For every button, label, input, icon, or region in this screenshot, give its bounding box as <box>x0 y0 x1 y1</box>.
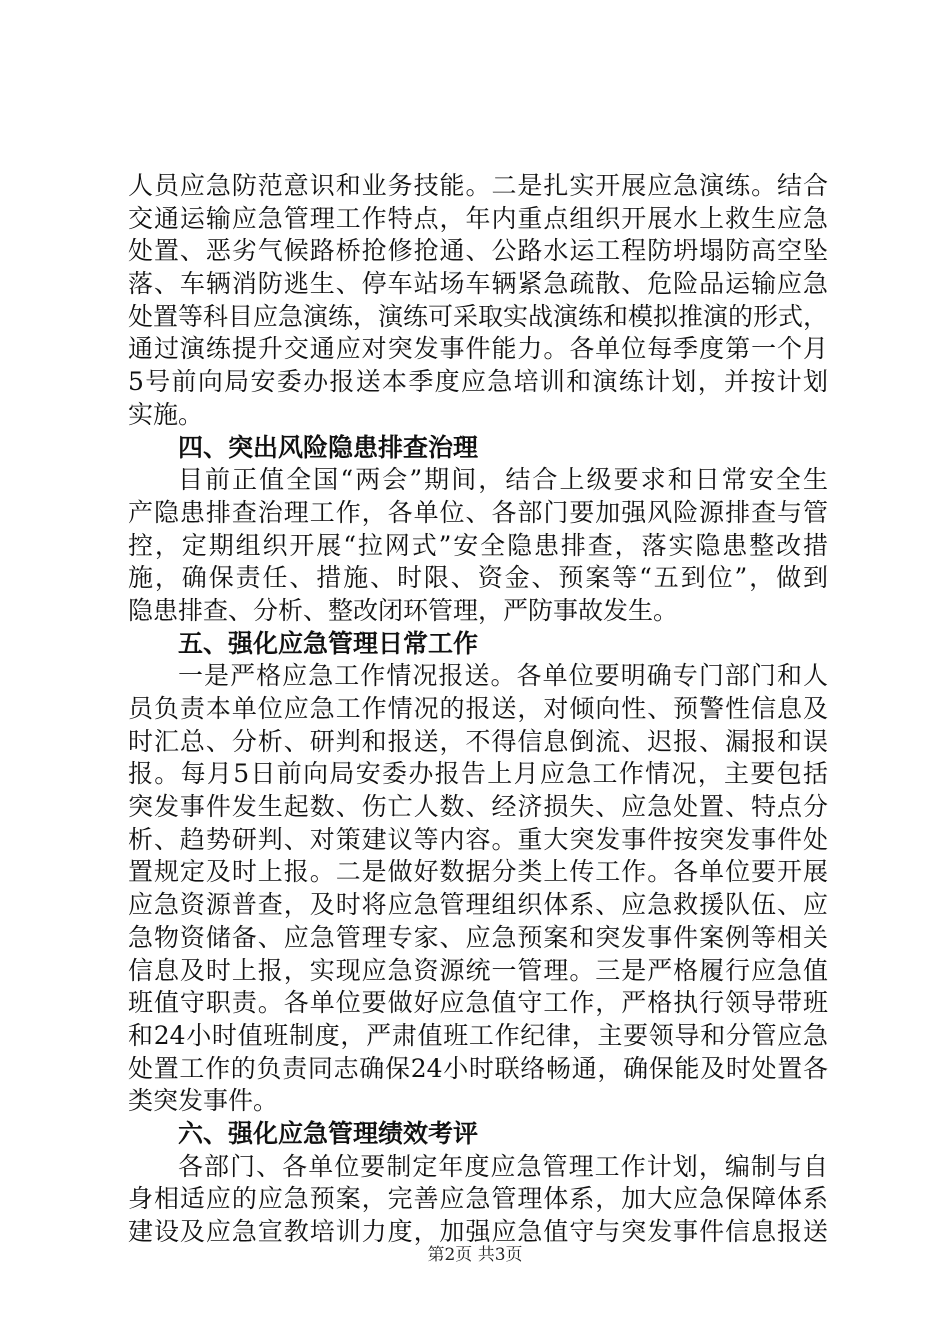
paragraph-line: 和24小时值班制度，严肃值班工作纪律，主要领导和分管应急 <box>128 1020 828 1050</box>
paragraph-line: 5号前向局安委办报送本季度应急培训和演练计划，并按计划 <box>128 367 828 397</box>
paragraph-line: 突发事件发生起数、伤亡人数、经济损失、应急处置、特点分 <box>128 792 828 822</box>
paragraph-line: 人员应急防范意识和业务技能。二是扎实开展应急演练。结合 <box>128 171 828 200</box>
paragraph-line: 施，确保责任、措施、时限、资金、预案等“五到位”，做到 <box>128 563 828 593</box>
paragraph-line: 应急资源普查，及时将应急管理组织体系、应急救援队伍、应 <box>128 890 828 920</box>
paragraph-line: 信息及时上报，实现应急资源统一管理。三是严格履行应急值 <box>128 955 828 985</box>
paragraph-line: 控，定期组织开展“拉网式”安全隐患排查，落实隐患整改措 <box>128 530 828 560</box>
paragraph-line: 员负责本单位应急工作情况的报送，对倾向性、预警性信息及 <box>128 694 828 723</box>
document-body <box>128 170 828 1249</box>
paragraph-line: 身相适应的应急预案，完善应急管理体系，加大应急保障体系 <box>128 1184 828 1214</box>
paragraph-line: 类突发事件。 <box>128 1086 279 1116</box>
paragraph-line: 处置工作的负责同志确保24小时联络畅通，确保能及时处置各 <box>128 1053 828 1083</box>
paragraph-line: 目前正值全国“两会”期间，结合上级要求和日常安全生 <box>178 465 828 495</box>
paragraph-line: 落、车辆消防逃生、停车站场车辆紧急疏散、危险品运输应急 <box>128 269 828 299</box>
paragraph-line: 各部门、各单位要制定年度应急管理工作计划，编制与自 <box>178 1151 828 1181</box>
paragraph-line: 处置、恶劣气候路桥抢修抢通、公路水运工程防坍塌防高空坠 <box>128 236 828 266</box>
section-heading: 五、强化应急管理日常工作 <box>178 628 479 658</box>
paragraph-line: 一是严格应急工作情况报送。各单位要明确专门部门和人 <box>178 661 828 691</box>
paragraph-line: 通过演练提升交通应对突发事件能力。各单位每季度第一个月 <box>128 334 828 364</box>
paragraph-line: 急物资储备、应急管理专家、应急预案和突发事件案例等相关 <box>128 922 828 952</box>
paragraph-line: 隐患排查、分析、整改闭环管理，严防事故发生。 <box>128 595 679 625</box>
paragraph-line: 实施。 <box>128 399 204 429</box>
paragraph-line: 时汇总、分析、研判和报送，不得信息倒流、迟报、漏报和误 <box>128 726 828 756</box>
paragraph-line: 报。每月5日前向局安委办报告上月应急工作情况，主要包括 <box>128 759 828 789</box>
paragraph-line: 处置等科目应急演练，演练可采取实战演练和模拟推演的形式， <box>128 301 829 331</box>
paragraph-line: 建设及应急宣教培训力度，加强应急值守与突发事件信息报送 <box>128 1217 828 1246</box>
paragraph-line: 析、趋势研判、对策建议等内容。重大突发事件按突发事件处 <box>128 824 828 854</box>
paragraph-line: 产隐患排查治理工作，各单位、各部门要加强风险源排查与管 <box>128 497 828 527</box>
paragraph-line: 班值守职责。各单位要做好应急值守工作，严格执行领导带班 <box>128 988 828 1018</box>
section-heading: 四、突出风险隐患排查治理 <box>178 432 479 462</box>
paragraph-line: 置规定及时上报。二是做好数据分类上传工作。各单位要开展 <box>128 857 828 887</box>
section-heading: 六、强化应急管理绩效考评 <box>178 1118 479 1148</box>
paragraph-line: 交通运输应急管理工作特点，年内重点组织开展水上救生应急 <box>128 203 828 233</box>
page-footer: 第2页 共3页 <box>427 1245 523 1265</box>
